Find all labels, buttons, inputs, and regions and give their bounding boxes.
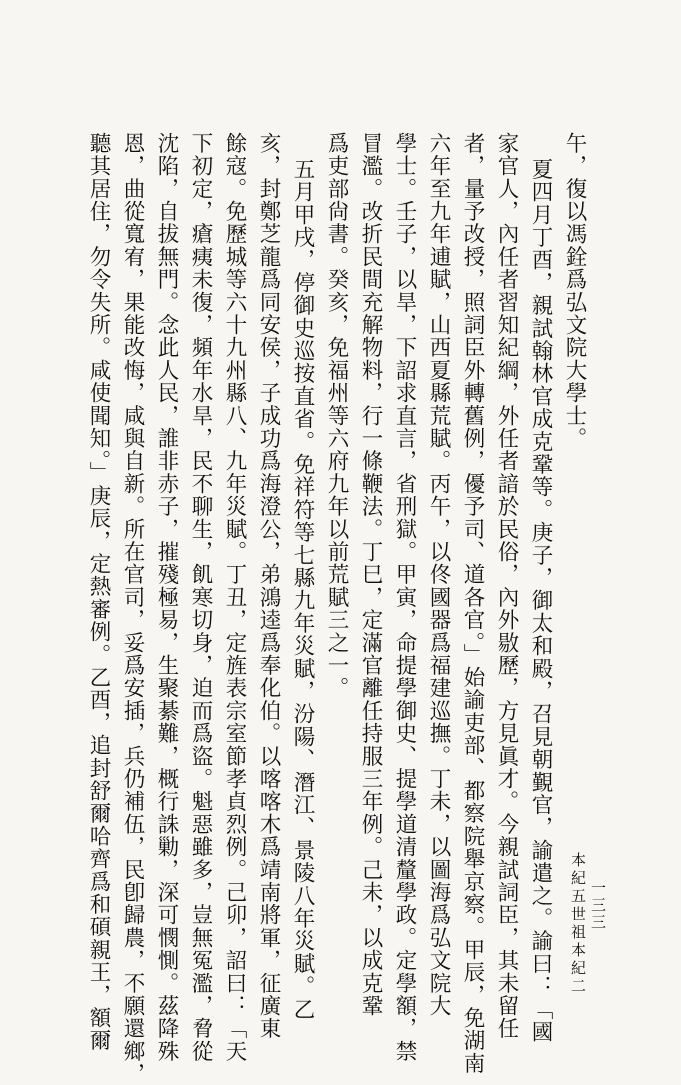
text-column: 五月甲戌，停御史巡按直省。免祥符等七縣九年災賦，汾陽、潛江、景陵八年災賦。乙 <box>290 158 315 1021</box>
text-column: 沈陷，自拔無門。念此人民，誰非赤子，摧殘極易，生聚綦難，概行誅勦，深可憫惻。茲降殊 <box>154 132 179 1063</box>
text-column: 亥，封鄭芝龍爲同安侯，子成功爲海澄公，弟鴻逵爲奉化伯。以喀喀木爲靖南將軍，征廣東 <box>256 132 281 1040</box>
text-column: 六年至九年逋賦，山西夏縣荒賦。丙午，以佟國器爲福建巡撫。丁未，以圖海爲弘文院大 <box>426 132 451 1018</box>
chapter-label: 本紀五 <box>569 852 587 906</box>
text-column: 夏四月丁酉，親試翰林官成克鞏等。庚子，御太和殿，召見朝覲官，諭遣之。諭曰：「國 <box>528 158 553 1044</box>
page-number: 一三三 <box>589 880 607 931</box>
text-column: 恩，曲從寬宥，果能改悔，咸與自新。所在官司，妥爲安插，兵仍補伍，民卽歸農，不願還鄉， <box>120 132 145 1085</box>
text-column: 學士。壬子，以旱，下詔求直言，省刑獄。甲寅，命提學御史、提學道清釐學政。定學額，禁 <box>392 132 417 1063</box>
running-title <box>568 852 589 996</box>
text-column: 者，量予改授，照詞臣外轉舊例，優予司、道各官。」始諭吏部、都察院舉京察。甲辰，免湖南 <box>460 132 485 1075</box>
text-column: 聽其居住，勿令失所。咸使聞知。」庚辰，定熱審例。乙酉，追封舒爾哈齊爲和碩親王，額爾 <box>86 132 111 1052</box>
text-column: 冒濫。改折民間充解物料，行一條鞭法。丁巳，定滿官離任持服三年例。己未，以成克鞏 <box>358 132 383 1018</box>
text-column: 家官人，內任者習知紀綱，外任者諳於民俗，內外敭歷，方見眞才。今親試詞臣，其未留任 <box>494 132 519 1040</box>
text-column: 午，復以馮銓爲弘文院大學士。 <box>562 132 587 450</box>
text-column: 餘寇。免歷城等六十九州縣八、九年災賦。丁丑，定旌表宗室節孝貞烈例。己卯，詔曰：「天 <box>222 132 247 1063</box>
section-label: 世祖本紀二 <box>569 906 587 996</box>
text-column: 爲吏部尙書。癸亥，免福州等六府九年以前荒賦三之一。 <box>324 132 349 700</box>
text-column: 下初定，瘡痍未復，頻年水旱，民不聊生，飢寒切身，迫而爲盜。魁惡雖多，豈無冤濫，脅從 <box>188 132 213 1063</box>
